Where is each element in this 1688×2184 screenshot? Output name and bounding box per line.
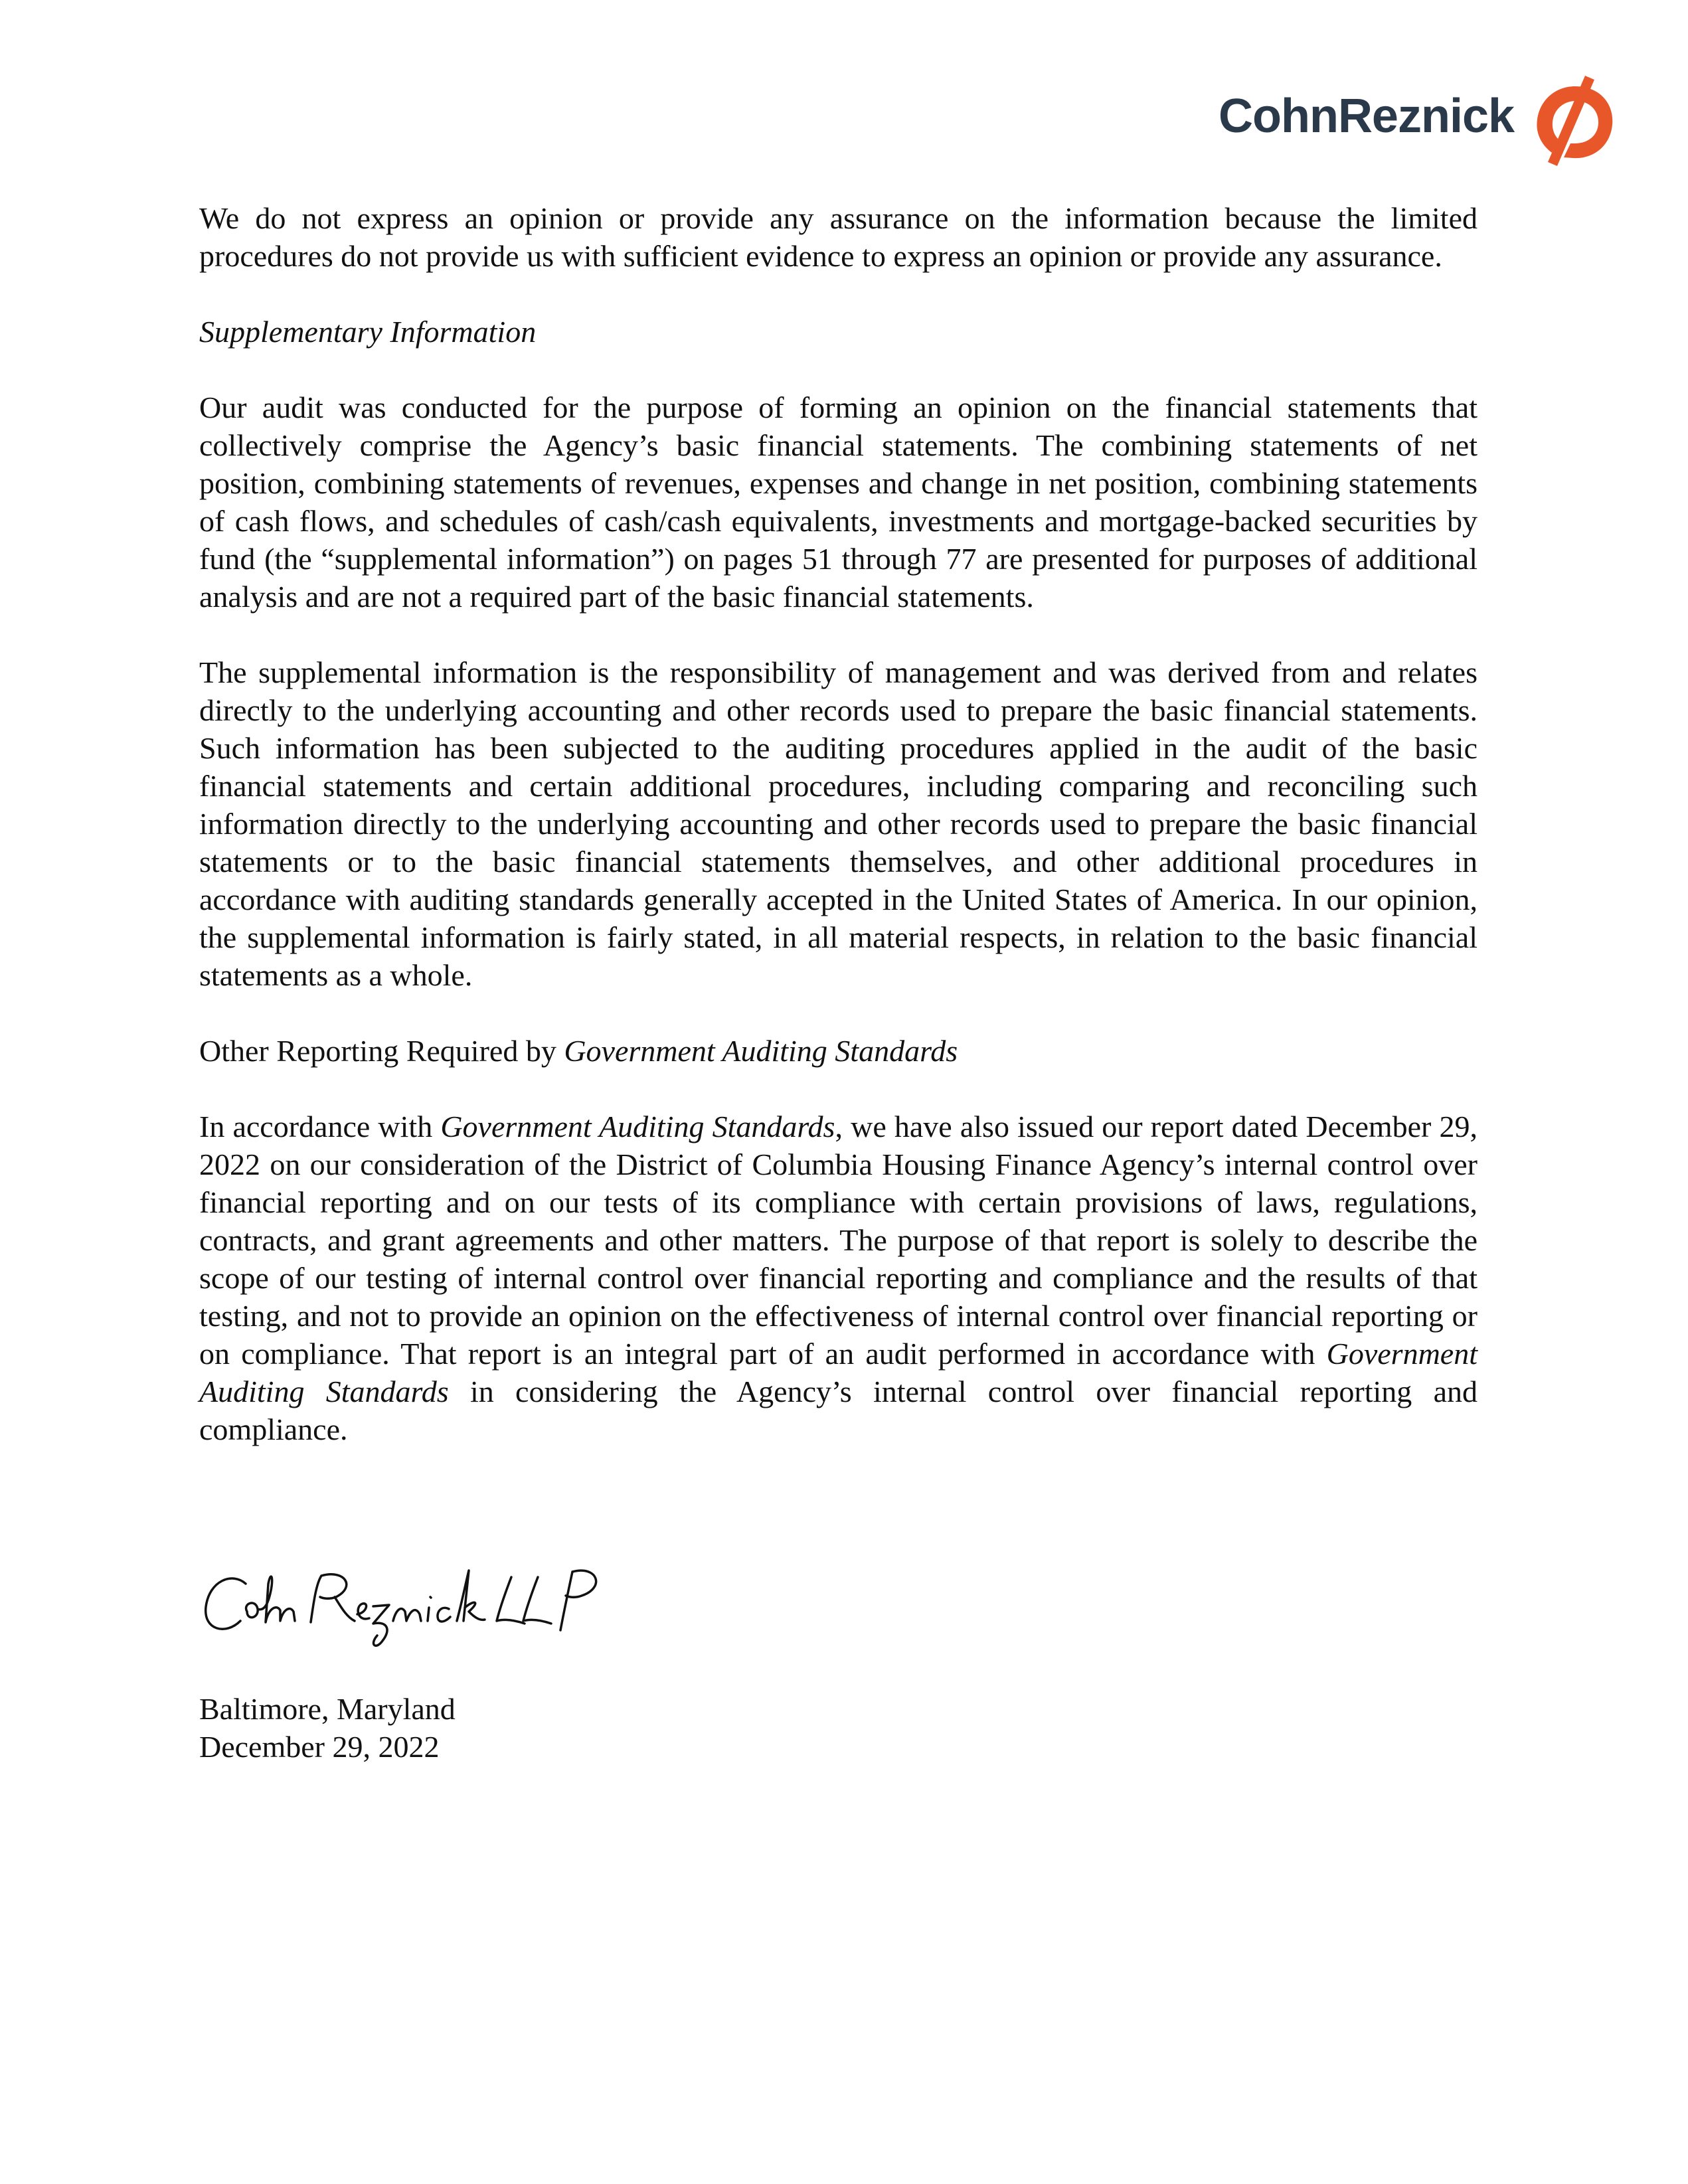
- p4-part-b: Government Auditing Standards: [440, 1110, 835, 1143]
- paragraph-no-opinion: We do not express an opinion or provide any assurance on the information because the limited procedures do not provide us with sufficient evidence to express an opinion or provide any assurance.: [199, 201, 1477, 273]
- logo-mark-icon: [1531, 74, 1620, 167]
- signature-city: Baltimore, Maryland: [199, 1692, 456, 1726]
- paragraph-supplemental-responsibility: The supplemental information is the responsibility of management and was derived from and relates directly to the underlying accounting and other records used to prepare the basic financial statements. Such information has been subjected to the auditing procedures applied in the audit of the basic financial statements and certain additional procedures, including comparing and reconciling such information directly to the underlying accounting and other records used to prepare the basic financial statements or to the basic financial statements themselves, and other additional procedures in accordance with auditing standards generally accepted in the United States of America. In our opinion, the supplemental information is fairly stated, in all material respects, in relation to the basic financial statements as a whole.: [199, 655, 1477, 992]
- p4-part-d: Government Auditing Standards: [199, 1337, 1477, 1408]
- p4-part-e: in considering the Agency’s internal control over financial reporting and compliance.: [199, 1375, 1477, 1446]
- heading-other-reporting-plain: Other Reporting Required by: [199, 1034, 564, 1068]
- heading-other-reporting-italic: Government Auditing Standards: [564, 1034, 958, 1068]
- handwritten-signature: [199, 1557, 730, 1657]
- paragraph-government-auditing: [199, 1108, 1477, 1448]
- p4-part-c: , we have also issued our report dated December 29, 2022 on our consideration of the District of Columbia Housing Finance Agency’s internal control over financial reporting and on our tests of its compliance with certain provisions of laws, regulations, contracts, and grant agreements and other matters. The purpose of that report is solely to describe the scope of our testing of internal control over financial reporting and compliance and the results of that testing, and not to provide an opinion on the effectiveness of internal control over financial reporting or on compliance. That report is an integral part of an audit performed in accordance with: [199, 1110, 1478, 1371]
- paragraph-audit-purpose: Our audit was conducted for the purpose of forming an opinion on the financial statements that collectively comprise the Agency’s basic financial statements. The combining statements of net position, combining statements of revenues, expenses and change in net position, combining statements of cash flows, and schedules of cash/cash equivalents, investments and mortgage-backed securities by fund (the “supplemental information”) on pages 51 through 77 are presented for purposes of additional analysis and are not a required part of the basic financial statements.: [199, 390, 1477, 614]
- logo-wordmark: CohnReznick: [1219, 90, 1515, 143]
- heading-supplementary-information: Supplementary Information: [199, 315, 537, 349]
- cohnreznick-logo: [1219, 74, 1617, 167]
- signature-date: December 29, 2022: [199, 1730, 440, 1764]
- heading-other-reporting: [199, 1032, 1477, 1070]
- p4-part-a: In accordance with: [199, 1110, 441, 1143]
- document-body: [199, 199, 1477, 1486]
